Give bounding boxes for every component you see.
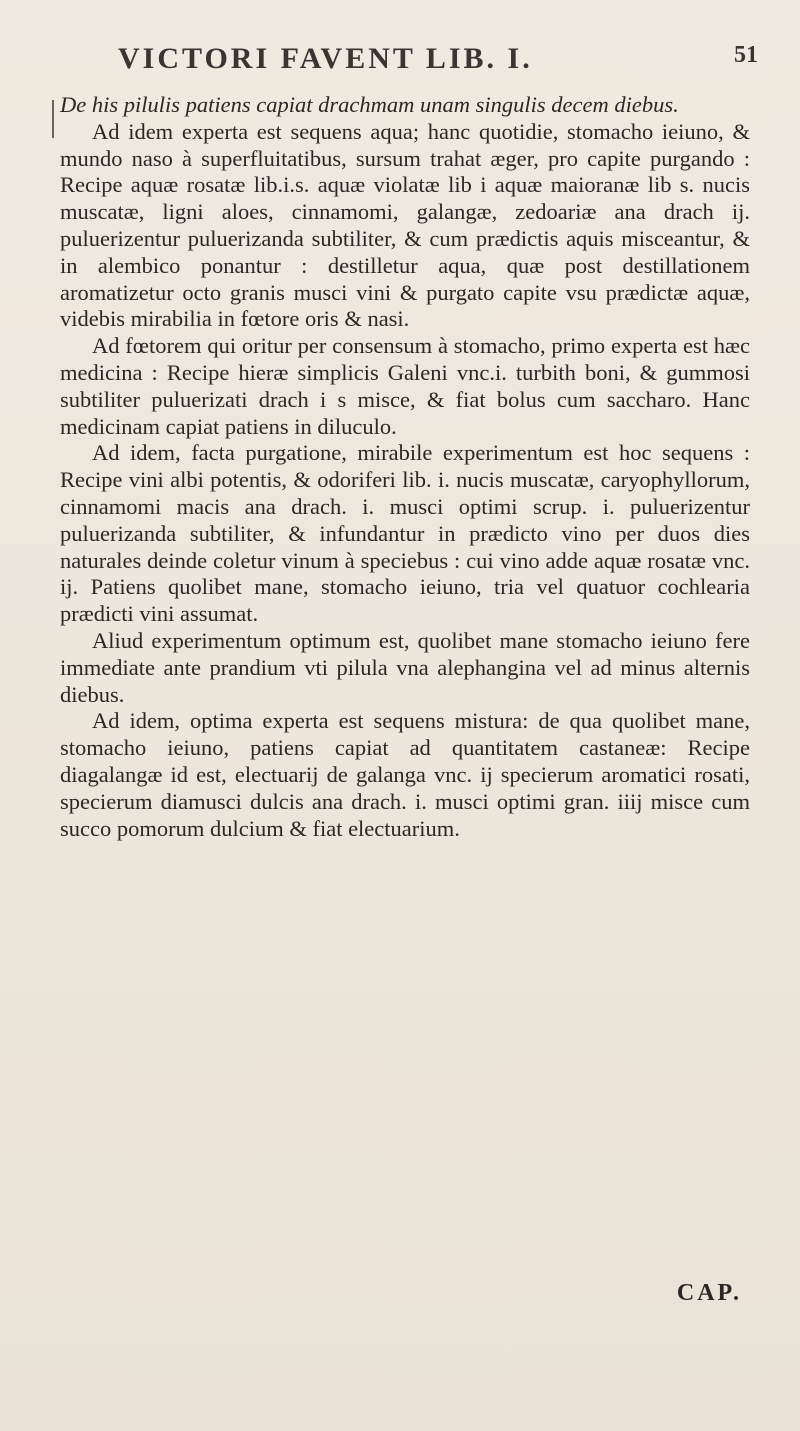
paragraph-6: Ad idem, optima experta est sequens mistura: de qua quolibet mane, stomacho ieiuno, patiens capiat ad quantitatem castaneæ: Recipe diagalangæ id est, electuarij de galanga vnc. ij specierum aromatici rosati, specierum diamusci dulcis ana drach. i. musci optimi gran. iiij misce cum succo pomorum dulcium & fiat electuarium. <box>60 708 750 841</box>
running-header <box>118 36 778 84</box>
paragraph-4: Ad idem, facta purgatione, mirabile experimentum est hoc sequens : Recipe vini albi potentis, & odoriferi lib. i. nucis muscatæ, caryophyllorum, cinnamomi macis ana drach. i. musci optimi scrup. i. puluerizentur puluerizanda subtiliter, & infundantur in prædicto vino per duos dies naturales deinde coletur vinum à speciebus : cui vino adde aquæ rosatæ vnc. ij. Patiens quolibet mane, stomacho ieiuno, tria vel quatuor cochlearia prædicti vini assumat. <box>60 440 750 627</box>
paragraph-2: Ad idem experta est sequens aqua; hanc quotidie, stomacho ieiuno, & mundo naso à superfluitatibus, sursum trahat æger, pro capite purgando : Recipe aquæ rosatæ lib.i.s. aquæ violatæ lib i aquæ maioranæ lib s. nucis muscatæ, ligni aloes, cinnamomi, galangæ, zedoariæ ana drach ij. puluerizentur puluerizanda subtiliter, & cum prædictis aquis misceantur, & in alembico ponantur : destilletur aqua, quæ post destillationem aromatizetur octo granis musci vini & purgato capite vsu prædictæ aquæ, videbis mirabilia in fœtore oris & nasi. <box>60 118 750 332</box>
paragraph-3: Ad fœtorem qui oritur per consensum à stomacho, primo experta est hæc medicina : Recipe hieræ simplicis Galeni vnc.i. turbith boni, & gummosi subtiliter puluerizati drach i s misce, & fiat bolus cum saccharo. Hanc medicinam capiat patiens in diluculo. <box>60 333 750 439</box>
page-number: 51 <box>734 42 758 68</box>
running-title: VICTORI FAVENT LIB. I. <box>118 42 533 75</box>
paragraph-1: De his pilulis patiens capiat drachmam unam singulis decem diebus. <box>60 92 679 117</box>
margin-bracket <box>52 100 54 138</box>
paragraph-5: Aliud experimentum optimum est, quolibet mane stomacho ieiuno fere immediate ante prandium vti pilula vna alephangina vel ad minus alternis diebus. <box>60 627 750 707</box>
text-body <box>60 92 750 842</box>
catchword: CAP. <box>676 1280 742 1306</box>
